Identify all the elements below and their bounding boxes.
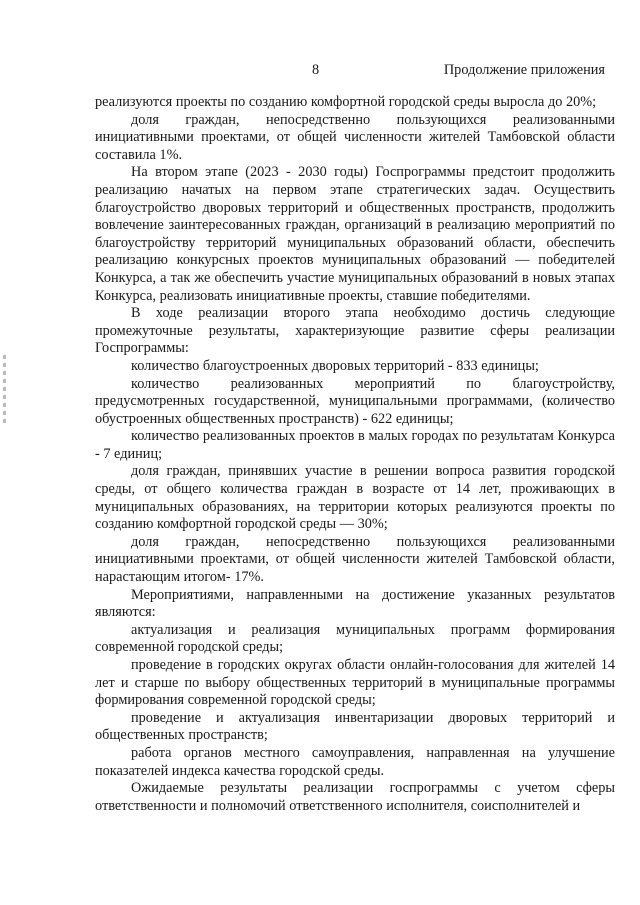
list-item: доля граждан, принявших участие в решении вопроса развития городской среды, от общего количества граждан в возрасте от 14 лет, проживающих в муниципальных образованиях, на территории которых реализуются проекты по созданию комфортной городской среды — 30%; (95, 463, 615, 533)
list-item: количество благоустроенных дворовых территорий - 833 единицы; (131, 357, 539, 374)
page-number: 8 (312, 62, 320, 78)
list-item: количество реализованных мероприятий по благоустройству, предусмотренных государственной, муниципальными программами, (количество обустроенных общественных пространств) - 622 единицы; (95, 375, 615, 427)
list-item: количество реализованных проектов в малых городах по результатам Конкурса - 7 единиц; (95, 428, 615, 462)
paragraph: Мероприятиями, направленными на достижение указанных результатов являются: (95, 586, 615, 621)
paragraph: доля граждан, непосредственно пользующихся реализованными инициативными проектами, от общей численности жителей Тамбовской области составила 1%. (95, 111, 615, 163)
paragraph: Ожидаемые результаты реализации госпрограммы с учетом сферы ответственности и полномочий ответственного исполнителя, соисполнителей и (95, 780, 615, 814)
paragraph: На втором этапе (2023 - 2030 годы) Госпрограммы предстоит продолжить реализацию начатых на первом этапе стратегических задач. Осуществить благоустройство дворовых территорий и общественных пространств, продолжить вовлечение заинтересованных граждан, организаций в реализацию мероприятий по благоустройству территорий муниципальных образований области, обеспечить реализацию конкурсных проектов муниципальных образований — победителей Конкурса, а так же обеспечить участие муниципальных образований в новых этапах Конкурса, реализовать инициативные проекты, ставшие победителями. (95, 164, 615, 304)
margin-stamp-mark (3, 355, 6, 427)
list-item: проведение и актуализация инвентаризации дворовых территорий и общественных пространств; (95, 709, 615, 744)
list-item: проведение в городских округах области онлайн-голосования для жителей 14 лет и старше по выбору общественных территорий в муниципальные программы формирования современной городской среды; (95, 657, 615, 709)
page-header (0, 62, 640, 82)
list-item: актуализация и реализация муниципальных программ формирования современной городской среды; (95, 621, 615, 656)
paragraph: В ходе реализации второго этапа необходимо достичь следующие промежуточные результаты, характеризующие развитие сферы реализации Госпрограммы: (95, 305, 615, 357)
document-body (95, 94, 615, 815)
list-item: работа органов местного самоуправления, направленная на улучшение показателей индекса качества городской среды. (95, 744, 615, 779)
continuation-label: Продолжение приложения (443, 62, 605, 78)
paragraph: реализуются проекты по созданию комфортной городской среды выросла до 20%; (95, 94, 597, 110)
list-item: доля граждан, непосредственно пользующихся реализованными инициативными проектами, от общей численности жителей Тамбовской области, нарастающим итогом- 17%. (95, 533, 615, 586)
